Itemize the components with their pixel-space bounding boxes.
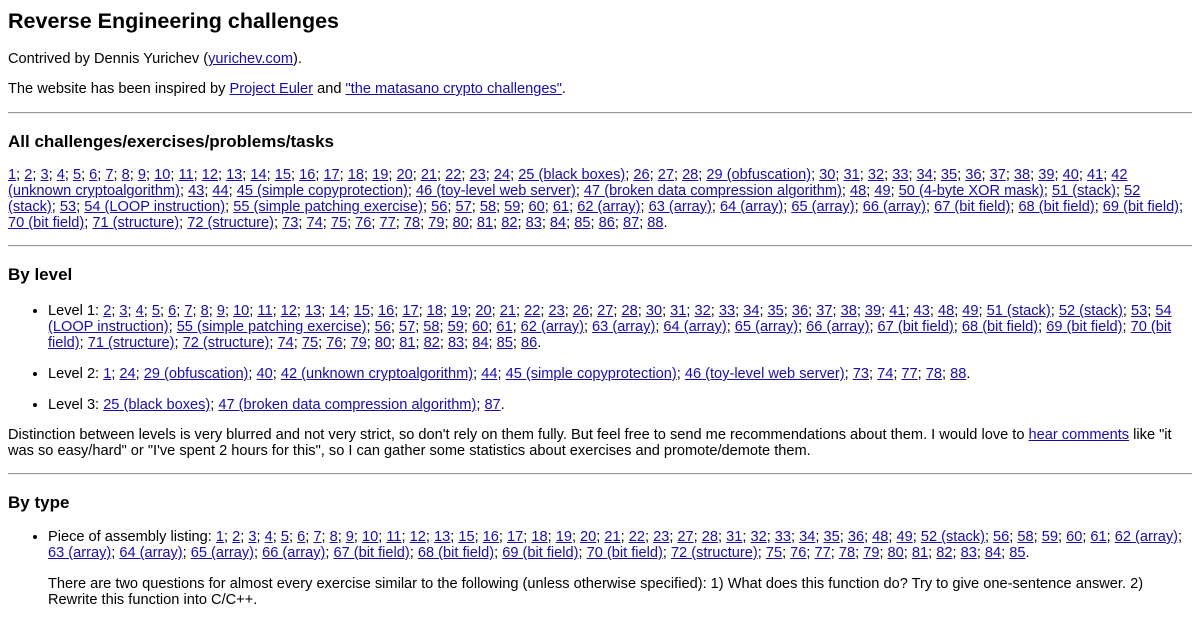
challenge-link[interactable]: 28	[682, 167, 699, 183]
challenge-link[interactable]: 88	[950, 366, 967, 382]
level-label: Level 1:	[48, 303, 100, 319]
challenge-link[interactable]: 47 (broken data compression algorithm)	[583, 183, 842, 199]
challenge-link[interactable]: 48	[872, 529, 889, 545]
challenge-link[interactable]: 32	[694, 303, 711, 319]
challenge-link[interactable]: 20	[396, 167, 413, 183]
challenge-link[interactable]: 63 (array)	[48, 545, 112, 561]
challenge-link[interactable]: 65 (array)	[791, 199, 855, 215]
challenge-link[interactable]: 63 (array)	[648, 199, 712, 215]
challenge-link[interactable]: 26	[633, 167, 650, 183]
challenge-link[interactable]: 78	[403, 215, 421, 231]
challenge-link[interactable]: 27	[597, 303, 614, 319]
challenge-link[interactable]: 35	[940, 167, 958, 183]
byline	[8, 51, 1192, 67]
challenge-link[interactable]: 72 (structure)	[182, 335, 270, 351]
challenge-link[interactable]: 11	[178, 167, 194, 183]
challenge-link[interactable]: 16	[299, 167, 316, 183]
challenge-link[interactable]: 69 (bit field)	[1046, 319, 1123, 335]
challenge-link[interactable]: 17	[323, 167, 340, 183]
challenge-link[interactable]: 65 (array)	[190, 545, 255, 561]
challenge-link[interactable]: 3	[248, 529, 257, 545]
challenge-link[interactable]: 32	[867, 167, 885, 183]
challenge-link[interactable]: 16	[482, 529, 499, 545]
challenge-link[interactable]: 67 (bit field)	[333, 545, 410, 561]
challenge-link[interactable]: 52 (stack)	[920, 529, 985, 545]
challenge-link[interactable]: 11	[257, 303, 273, 319]
challenge-link[interactable]: 52 (stack)	[1058, 303, 1123, 319]
challenge-link[interactable]: 24	[493, 167, 511, 183]
challenge-link[interactable]: 56	[993, 529, 1010, 545]
challenge-link[interactable]: 31	[843, 167, 860, 183]
challenge-link[interactable]: 6	[297, 529, 306, 545]
challenge-link[interactable]: 78	[925, 366, 942, 382]
challenge-link[interactable]: 64 (array)	[119, 545, 183, 561]
challenge-link[interactable]: 45 (simple copyprotection)	[236, 183, 408, 199]
challenge-link[interactable]: 9	[345, 529, 354, 545]
challenge-link[interactable]: 37	[816, 303, 833, 319]
challenge-link[interactable]: 47 (broken data compression algorithm)	[218, 397, 477, 413]
challenge-link[interactable]: 80	[887, 545, 904, 561]
challenge-link[interactable]: 61	[552, 199, 570, 215]
challenge-link[interactable]: 42 (unknown cryptoalgorithm)	[8, 167, 1128, 199]
challenge-link[interactable]: 38	[1013, 167, 1031, 183]
challenge-link[interactable]: 59	[504, 199, 521, 215]
challenge-link[interactable]: 44	[212, 183, 229, 199]
challenge-link[interactable]: 36	[791, 303, 809, 319]
challenge-link[interactable]: 2	[232, 529, 241, 545]
challenge-link[interactable]: 64 (array)	[663, 319, 727, 335]
challenge-link[interactable]: 84	[984, 545, 1002, 561]
challenge-link[interactable]: 70 (bit field)	[586, 545, 663, 561]
challenge-link[interactable]: 85	[574, 215, 591, 231]
challenge-link[interactable]: 62 (array)	[1114, 529, 1179, 545]
challenge-link[interactable]: 74	[306, 215, 323, 231]
challenge-link[interactable]: 38	[840, 303, 857, 319]
challenge-link[interactable]: 5	[280, 529, 289, 545]
challenge-link[interactable]: 2	[103, 303, 112, 319]
challenge-link[interactable]: 77	[379, 215, 396, 231]
challenge-link[interactable]: 65 (array)	[734, 319, 799, 335]
challenge-link[interactable]: 49	[874, 183, 891, 199]
challenge-link[interactable]: 71 (structure)	[92, 215, 180, 231]
page-title: Reverse Engineering challenges	[8, 9, 339, 33]
challenge-link[interactable]: 5	[72, 167, 82, 183]
challenge-link[interactable]: 10	[154, 167, 171, 183]
challenge-link[interactable]: 8	[329, 529, 338, 545]
challenge-link[interactable]: 6	[168, 303, 177, 319]
challenge-link[interactable]: 25 (black boxes)	[103, 397, 211, 413]
challenge-link[interactable]: 48	[937, 303, 955, 319]
challenge-link[interactable]: 84	[472, 335, 489, 351]
challenge-link[interactable]: 67 (bit field)	[934, 199, 1011, 215]
challenge-link[interactable]: 15	[274, 167, 291, 183]
level-list	[8, 303, 1192, 413]
challenge-link[interactable]: 31	[670, 303, 687, 319]
challenge-link[interactable]: 43	[188, 183, 205, 199]
challenge-link[interactable]: 32	[750, 529, 767, 545]
type-item-assembly	[48, 529, 1192, 608]
challenge-link[interactable]: 21	[604, 529, 621, 545]
challenge-link[interactable]: 68 (bit field)	[961, 319, 1039, 335]
challenge-link[interactable]: 76	[326, 335, 343, 351]
challenge-link[interactable]: 75	[765, 545, 783, 561]
challenge-link[interactable]: 60	[528, 199, 545, 215]
challenge-link[interactable]: 56	[374, 319, 391, 335]
type-links: 1; 2; 3; 4; 5; 6; 7; 8; 9; 10; 11; 12; 13; 15; 16; 17; 18; 19; 20; 21; 22; 23; 27; 28; 31; 32; 33; 34; 35; 36; 48; 49; 52 (stack); 56; 58; 59; 60; 61; 62 (array); 63 (array); 64 (array); 65 (array); 66 (array); 67 (bit field); 68 (bit field); 69 (bit field); 70 (bit field); 72 (structure); 75; 76; 77; 78; 79; 80; 81; 82; 83; 84; 85.	[48, 529, 1183, 561]
challenge-link[interactable]: 12	[201, 167, 218, 183]
challenge-link[interactable]: 81	[399, 335, 416, 351]
challenge-link[interactable]: 11	[386, 529, 402, 545]
challenge-link[interactable]: 57	[398, 319, 416, 335]
challenge-link[interactable]: 76	[355, 215, 372, 231]
challenge-link[interactable]: 4	[56, 167, 65, 183]
challenge-link[interactable]: 66 (array)	[806, 319, 870, 335]
challenge-link[interactable]: 41	[889, 303, 906, 319]
challenge-link[interactable]: 40	[1062, 167, 1079, 183]
challenge-link[interactable]: 18	[347, 167, 365, 183]
challenge-link[interactable]: 87	[484, 397, 501, 413]
challenge-link[interactable]: 6	[89, 167, 98, 183]
challenge-link[interactable]: 69 (bit field)	[1102, 199, 1180, 215]
challenge-link[interactable]: 36	[847, 529, 865, 545]
section-heading-all: All challenges/exercises/problems/tasks	[8, 132, 335, 151]
challenge-link[interactable]: 33	[718, 303, 736, 319]
challenge-link[interactable]: 78	[838, 545, 856, 561]
challenge-link[interactable]: 49	[896, 529, 913, 545]
level-links: 1; 24; 29 (obfuscation); 40; 42 (unknown cryptoalgorithm); 44; 45 (simple copyprotection); 46 (toy-level web server); 73; 74; 77; 78; 88.	[103, 366, 971, 382]
challenge-link[interactable]: 30	[819, 167, 836, 183]
challenge-link[interactable]: 79	[428, 215, 445, 231]
challenge-link[interactable]: 13	[226, 167, 243, 183]
challenge-link[interactable]: 56	[431, 199, 448, 215]
challenge-link[interactable]: 29 (obfuscation)	[143, 366, 249, 382]
challenge-link[interactable]: 79	[350, 335, 367, 351]
challenge-link[interactable]: 23	[548, 303, 565, 319]
challenge-link[interactable]: 23	[653, 529, 670, 545]
challenge-link[interactable]: 20	[475, 303, 492, 319]
challenge-link[interactable]: 13	[305, 303, 322, 319]
challenge-link[interactable]: 7	[105, 167, 114, 183]
challenge-link[interactable]: 81	[476, 215, 494, 231]
challenge-link[interactable]: 51 (stack)	[986, 303, 1051, 319]
challenge-link[interactable]: 18	[531, 529, 548, 545]
challenge-link[interactable]: 22	[445, 167, 462, 183]
level-note-suffix: like "it was so easy/hard" or "I've spent 2 hours for this", so I can gather some statistics about exercises and promote/demote them.	[8, 427, 1172, 459]
challenge-link[interactable]: 64 (array)	[719, 199, 784, 215]
challenge-link[interactable]: 44	[481, 366, 498, 382]
challenge-link[interactable]: 7	[313, 529, 322, 545]
challenge-link[interactable]: 68 (bit field)	[417, 545, 495, 561]
challenge-link[interactable]: 41	[1086, 167, 1104, 183]
challenge-link[interactable]: 72 (structure)	[187, 215, 275, 231]
inspiration-middle: and	[313, 81, 346, 97]
challenge-link[interactable]: 12	[409, 529, 426, 545]
challenge-link[interactable]: 51 (stack)	[1051, 183, 1117, 199]
level-note	[8, 427, 1192, 459]
challenge-link[interactable]: 34	[743, 303, 760, 319]
challenge-link[interactable]: 58	[1017, 529, 1034, 545]
challenge-link[interactable]: 19	[555, 529, 572, 545]
challenge-link[interactable]: 59	[1041, 529, 1058, 545]
challenge-link[interactable]: 15	[458, 529, 475, 545]
challenge-link[interactable]: 22	[524, 303, 541, 319]
challenge-link[interactable]: 15	[353, 303, 370, 319]
challenge-link[interactable]: 85	[496, 335, 513, 351]
level-links: 2; 3; 4; 5; 6; 7; 8; 9; 10; 11; 12; 13; 14; 15; 16; 17; 18; 19; 20; 21; 22; 23; 26; 27; 28; 30; 31; 32; 33; 34; 35; 36; 37; 38; 39; 41; 43; 48; 49; 51 (stack); 52 (stack); 53; 54 (LOOP instruction); 55 (simple patching exercise); 56; 57; 58; 59; 60; 61; 62 (array); 63 (array); 64 (array); 65 (array); 66 (array); 67 (bit field); 68 (bit field); 69 (bit field); 70 (bit field); 71 (structure); 72 (structure); 74; 75; 76; 79; 80; 81; 82; 83; 84; 85; 86.	[48, 303, 1172, 351]
challenge-link[interactable]: 60	[471, 319, 489, 335]
challenge-link[interactable]: 35	[767, 303, 784, 319]
challenge-link[interactable]: 53	[1131, 303, 1148, 319]
challenge-link[interactable]: 61	[1090, 529, 1107, 545]
type-list	[8, 529, 1192, 608]
challenge-link[interactable]: 53	[59, 199, 77, 215]
challenge-link[interactable]: 66 (array)	[862, 199, 926, 215]
level-label: Level 3:	[48, 397, 100, 413]
challenge-link[interactable]: 1	[8, 167, 17, 183]
challenge-link[interactable]: 75	[301, 335, 319, 351]
challenge-link[interactable]: 46 (toy-level web server)	[684, 366, 845, 382]
inspiration-prefix: The website has been inspired by	[8, 81, 230, 97]
challenge-link[interactable]: 27	[677, 529, 694, 545]
challenge-link[interactable]: 3	[40, 167, 49, 183]
divider	[8, 245, 1192, 247]
challenge-link[interactable]: 76	[790, 545, 807, 561]
project-euler-link[interactable]: Project Euler	[229, 81, 314, 97]
level-item-3	[48, 397, 1192, 413]
challenge-link[interactable]: 62 (array)	[577, 199, 641, 215]
challenge-link[interactable]: 28	[621, 303, 638, 319]
challenge-link[interactable]: 72 (structure)	[670, 545, 758, 561]
challenge-link[interactable]: 84	[549, 215, 567, 231]
divider	[8, 473, 1192, 475]
challenge-link[interactable]: 28	[701, 529, 718, 545]
challenge-link[interactable]: 14	[250, 167, 267, 183]
challenge-link[interactable]: 81	[911, 545, 929, 561]
challenge-link[interactable]: 16	[378, 303, 395, 319]
challenge-link[interactable]: 88	[647, 215, 664, 231]
challenge-link[interactable]: 40	[256, 366, 273, 382]
challenge-link[interactable]: 54 (LOOP instruction)	[48, 303, 1172, 335]
challenge-link[interactable]: 20	[580, 529, 597, 545]
challenge-link[interactable]: 83	[960, 545, 977, 561]
challenge-link[interactable]: 73	[852, 366, 869, 382]
challenge-link[interactable]: 74	[877, 366, 894, 382]
challenge-link[interactable]: 22	[628, 529, 645, 545]
challenge-link[interactable]: 52 (stack)	[8, 183, 1141, 215]
challenge-link[interactable]: 35	[823, 529, 840, 545]
divider	[8, 112, 1192, 114]
level-label: Level 2:	[48, 366, 100, 382]
challenge-link[interactable]: 4	[264, 529, 273, 545]
challenge-link[interactable]: 54 (LOOP instruction)	[84, 199, 226, 215]
challenge-link[interactable]: 58	[423, 319, 440, 335]
challenge-link[interactable]: 61	[496, 319, 513, 335]
challenge-link[interactable]: 24	[119, 366, 136, 382]
challenge-link[interactable]: 12	[280, 303, 297, 319]
challenge-link[interactable]: 55 (simple patching exercise)	[176, 319, 367, 335]
challenge-link[interactable]: 87	[622, 215, 640, 231]
challenge-link[interactable]: 29 (obfuscation)	[706, 167, 812, 183]
challenge-link[interactable]: 18	[426, 303, 443, 319]
challenge-link[interactable]: 62 (array)	[520, 319, 584, 335]
challenge-link[interactable]: 67 (bit field)	[877, 319, 954, 335]
challenge-link[interactable]: 8	[200, 303, 209, 319]
level-links: 25 (black boxes); 47 (broken data compression algorithm); 87.	[103, 397, 505, 413]
challenge-link[interactable]: 23	[469, 167, 486, 183]
challenge-link[interactable]: 57	[455, 199, 472, 215]
challenge-link[interactable]: 9	[216, 303, 225, 319]
challenge-link[interactable]: 13	[433, 529, 451, 545]
challenge-link[interactable]: 55 (simple patching exercise)	[233, 199, 424, 215]
challenge-link[interactable]: 39	[1038, 167, 1055, 183]
challenge-link[interactable]: 68 (bit field)	[1018, 199, 1095, 215]
challenge-link[interactable]: 74	[277, 335, 294, 351]
author-site-link[interactable]: yurichev.com	[208, 51, 293, 67]
challenge-link[interactable]: 37	[989, 167, 1006, 183]
challenge-link[interactable]: 17	[507, 529, 524, 545]
hear-comments-link[interactable]: hear comments	[1028, 427, 1130, 443]
challenge-link[interactable]: 70 (bit field)	[8, 215, 85, 231]
section-heading-type: By type	[8, 493, 70, 512]
matasano-link[interactable]: "the matasano crypto challenges"	[345, 81, 562, 97]
challenge-link[interactable]: 69 (bit field)	[502, 545, 579, 561]
challenge-link[interactable]: 45 (simple copyprotection)	[505, 366, 677, 382]
challenge-link[interactable]: 71 (structure)	[87, 335, 175, 351]
challenge-link[interactable]: 79	[863, 545, 880, 561]
challenge-link[interactable]: 42 (unknown cryptoalgorithm)	[280, 366, 474, 382]
challenge-link[interactable]: 8	[121, 167, 130, 183]
all-challenges-list: 1; 2; 3; 4; 5; 6; 7; 8; 9; 10; 11; 12; 13; 14; 15; 16; 17; 18; 19; 20; 21; 22; 23; 24; 25 (black boxes); 26; 27; 28; 29 (obfuscation); 30; 31; 32; 33; 34; 35; 36; 37; 38; 39; 40; 41; 42 (unknown cryptoalgorithm); 43; 44; 45 (simple copyprotection); 46 (toy-level web server); 47 (broken data compression algorithm); 48; 49; 50 (4-byte XOR mask); 51 (stack); 52 (stack); 53; 54 (LOOP instruction); 55 (simple patching exercise); 56; 57; 58; 59; 60; 61; 62 (array); 63 (array); 64 (array); 65 (array); 66 (array); 67 (bit field); 68 (bit field); 69 (bit field); 70 (bit field); 71 (structure); 72 (structure); 73; 74; 75; 76; 77; 78; 79; 80; 81; 82; 83; 84; 85; 86; 87; 88.	[8, 167, 1184, 231]
challenge-link[interactable]: 82	[423, 335, 440, 351]
challenge-link[interactable]: 73	[282, 215, 299, 231]
challenge-link[interactable]: 3	[119, 303, 128, 319]
challenge-link[interactable]: 80	[452, 215, 469, 231]
challenge-link[interactable]: 26	[572, 303, 590, 319]
challenge-link[interactable]: 83	[447, 335, 465, 351]
byline-prefix: Contrived by Dennis Yurichev (	[8, 51, 209, 67]
challenge-link[interactable]: 83	[525, 215, 542, 231]
challenge-link[interactable]: 34	[916, 167, 933, 183]
challenge-link[interactable]: 10	[362, 529, 379, 545]
level-item-2	[48, 366, 1192, 382]
challenge-link[interactable]: 85	[1009, 545, 1026, 561]
challenge-link[interactable]: 21	[420, 167, 438, 183]
challenge-link[interactable]: 77	[814, 545, 831, 561]
challenge-link[interactable]: 82	[936, 545, 953, 561]
challenge-link[interactable]: 63 (array)	[592, 319, 656, 335]
type-note: There are two questions for almost every exercise similar to the following (unless otherwise specified): 1) What does this function do? Try to give one-sentence answer. 2) Rewrite this function into C/C++.	[48, 576, 1144, 608]
inspiration-text	[8, 81, 1192, 97]
challenge-link[interactable]: 80	[374, 335, 392, 351]
challenge-link[interactable]: 59	[447, 319, 464, 335]
challenge-link[interactable]: 86	[520, 335, 538, 351]
inspiration-suffix: .	[561, 81, 566, 97]
challenge-link[interactable]: 70 (bit field)	[48, 319, 1172, 351]
challenge-link[interactable]: 4	[135, 303, 144, 319]
challenge-link[interactable]: 33	[892, 167, 909, 183]
challenge-link[interactable]: 75	[330, 215, 348, 231]
challenge-link[interactable]: 60	[1066, 529, 1083, 545]
challenge-link[interactable]: 7	[184, 303, 193, 319]
level-item-1	[48, 303, 1192, 351]
challenge-link[interactable]: 82	[501, 215, 518, 231]
challenge-link[interactable]: 2	[24, 167, 33, 183]
challenge-link[interactable]: 30	[645, 303, 663, 319]
challenge-link[interactable]: 49	[962, 303, 979, 319]
challenge-link[interactable]: 17	[402, 303, 419, 319]
challenge-link[interactable]: 50 (4-byte XOR mask)	[898, 183, 1044, 199]
challenge-link[interactable]: 25 (black boxes)	[518, 167, 626, 183]
challenge-link[interactable]: 19	[451, 303, 468, 319]
challenge-link[interactable]: 48	[849, 183, 867, 199]
challenge-link[interactable]: 43	[913, 303, 930, 319]
section-heading-level: By level	[8, 265, 73, 284]
challenge-link[interactable]: 39	[864, 303, 882, 319]
byline-suffix: ).	[292, 51, 302, 67]
challenge-link[interactable]: 10	[233, 303, 250, 319]
challenge-link[interactable]: 36	[965, 167, 982, 183]
challenge-link[interactable]: 27	[657, 167, 674, 183]
challenge-link[interactable]: 1	[215, 529, 225, 545]
challenge-link[interactable]: 46 (toy-level web server)	[416, 183, 576, 199]
challenge-link[interactable]: 19	[372, 167, 389, 183]
challenge-link[interactable]: 86	[598, 215, 615, 231]
challenge-link[interactable]: 34	[799, 529, 816, 545]
challenge-link[interactable]: 77	[901, 366, 918, 382]
challenge-link[interactable]: 66 (array)	[262, 545, 326, 561]
challenge-link[interactable]: 58	[479, 199, 497, 215]
challenge-link[interactable]: 33	[774, 529, 792, 545]
challenge-link[interactable]: 9	[137, 167, 146, 183]
level-note-prefix: Distinction between levels is very blurred and not very strict, so don't rely on them fully. But feel free to send me recommendations about them. I would love to	[8, 427, 1029, 443]
challenge-link[interactable]: 31	[726, 529, 743, 545]
type-label: Piece of assembly listing:	[48, 529, 212, 545]
challenge-link[interactable]: 14	[329, 303, 346, 319]
challenge-link[interactable]: 5	[151, 303, 161, 319]
challenge-link[interactable]: 21	[499, 303, 516, 319]
challenge-link[interactable]: 1	[103, 366, 112, 382]
